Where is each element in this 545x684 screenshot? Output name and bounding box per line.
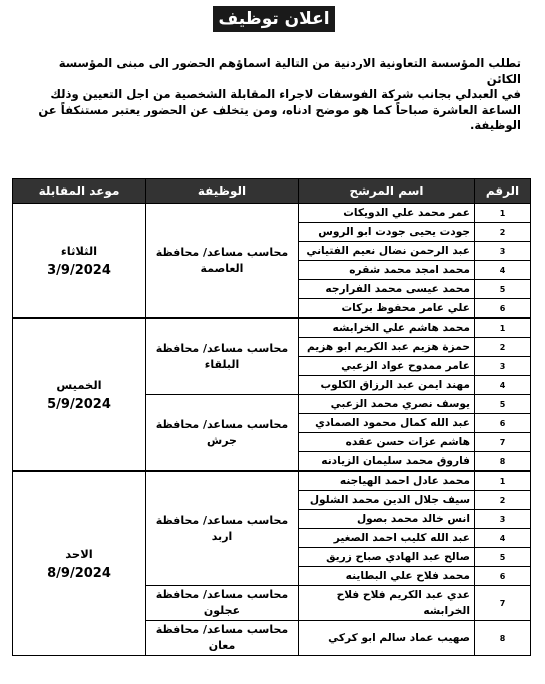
candidate-name: محمد عيسى محمد الفرارجه (299, 280, 475, 299)
interview-day: الاحد (65, 546, 93, 561)
intro-line: في العبدلي بجانب شركة الفوسفات لاجراء المقابلة الشخصية من اجل التعيين وذلك (50, 87, 521, 101)
candidate-number: 4 (475, 529, 531, 548)
header-name: اسم المرشح (299, 179, 475, 204)
candidate-number: 1 (475, 318, 531, 338)
job-title: محاسب مساعد/ محافظة جرش (146, 395, 299, 472)
intro-line: الساعة العاشرة صباحاً كما هو موضح ادناه، ومن يتخلف عن الحضور يعتبر مستنكفاً عن (38, 102, 521, 117)
candidate-name: حمزة هزيم عبد الكريم ابو هزيم (299, 338, 475, 357)
interview-date (13, 471, 146, 656)
intro-line: الوظيفة. (469, 118, 521, 132)
candidate-number: 2 (475, 491, 531, 510)
job-title: محاسب مساعد/ محافظة اربد (146, 471, 299, 586)
job-title: محاسب مساعد/ محافظة معان (146, 621, 299, 656)
candidate-number: 1 (475, 471, 531, 491)
candidate-name: هاشم عزات حسن عقده (299, 433, 475, 452)
candidate-name: عبد الله كليب احمد الصغير (299, 529, 475, 548)
table-row (13, 471, 531, 491)
interview-date (13, 318, 146, 471)
candidate-number: 5 (475, 280, 531, 299)
page-title: اعلان توظيف (213, 6, 335, 32)
candidate-number: 5 (475, 548, 531, 567)
candidate-number: 8 (475, 452, 531, 472)
interview-date-value: 5/9/2024 (47, 396, 111, 412)
candidate-name: عبد الله كمال محمود الصمادي (299, 414, 475, 433)
candidate-name: عدي عبد الكريم فلاح فلاح الخرابشه (299, 586, 475, 621)
job-title: محاسب مساعد/ محافظة عجلون (146, 586, 299, 621)
candidate-name: محمد فلاح علي البطاينه (299, 567, 475, 586)
candidate-number: 7 (475, 433, 531, 452)
table-body (13, 204, 531, 656)
candidate-name: يوسف نصري محمد الزعبي (299, 395, 475, 414)
candidate-name: جودت يحيى جودت ابو الروس (299, 223, 475, 242)
table-row (13, 204, 531, 223)
interview-date-value: 3/9/2024 (47, 262, 111, 278)
interview-date (13, 204, 146, 319)
candidate-number: 4 (475, 376, 531, 395)
header-num: الرقم (475, 179, 531, 204)
candidate-number: 3 (475, 357, 531, 376)
candidate-number: 6 (475, 414, 531, 433)
candidate-name: علي عامر محفوظ بركات (299, 299, 475, 319)
candidate-name: عبد الرحمن نضال نعيم الفتياني (299, 242, 475, 261)
candidate-number: 7 (475, 586, 531, 621)
candidate-number: 8 (475, 621, 531, 656)
intro-paragraph (24, 56, 521, 134)
candidate-name: محمد عادل احمد الهياجنه (299, 471, 475, 491)
candidate-name: انس خالد محمد بصول (299, 510, 475, 529)
interview-date-value: 8/9/2024 (47, 565, 111, 581)
candidate-name: محمد امجد محمد شقره (299, 261, 475, 280)
candidate-number: 6 (475, 299, 531, 319)
header-job: الوظيفة (146, 179, 299, 204)
candidate-number: 4 (475, 261, 531, 280)
candidate-name: سيف جلال الدين محمد الشلول (299, 491, 475, 510)
candidate-number: 2 (475, 338, 531, 357)
interview-day: الخميس (56, 377, 102, 392)
candidate-name: محمد هاشم علي الخرابشه (299, 318, 475, 338)
candidate-number: 3 (475, 510, 531, 529)
candidate-name: مهند ايمن عبد الرزاق الكلوب (299, 376, 475, 395)
header-date: موعد المقابلة (13, 179, 146, 204)
candidate-name: عامر ممدوح عواد الزعبي (299, 357, 475, 376)
candidate-name: صهيب عماد سالم ابو كركي (299, 621, 475, 656)
job-title: محاسب مساعد/ محافظة العاصمة (146, 204, 299, 319)
table-row (13, 318, 531, 338)
job-title: محاسب مساعد/ محافظة البلقاء (146, 318, 299, 395)
table-header-row (13, 179, 531, 204)
candidates-table (12, 178, 531, 656)
candidate-number: 3 (475, 242, 531, 261)
candidate-number: 6 (475, 567, 531, 586)
candidate-number: 5 (475, 395, 531, 414)
candidate-name: فاروق محمد سليمان الزيادنه (299, 452, 475, 472)
interview-day: الثلاثاء (60, 243, 98, 258)
candidate-name: صالح عبد الهادي صباح زريق (299, 548, 475, 567)
intro-line: تطلب المؤسسة التعاونية الاردنية من التالية اسماؤهم الحضور الى مبنى المؤسسة الكائن (58, 56, 521, 86)
candidate-number: 1 (475, 204, 531, 223)
candidate-name: عمر محمد علي الدويكات (299, 204, 475, 223)
candidate-number: 2 (475, 223, 531, 242)
